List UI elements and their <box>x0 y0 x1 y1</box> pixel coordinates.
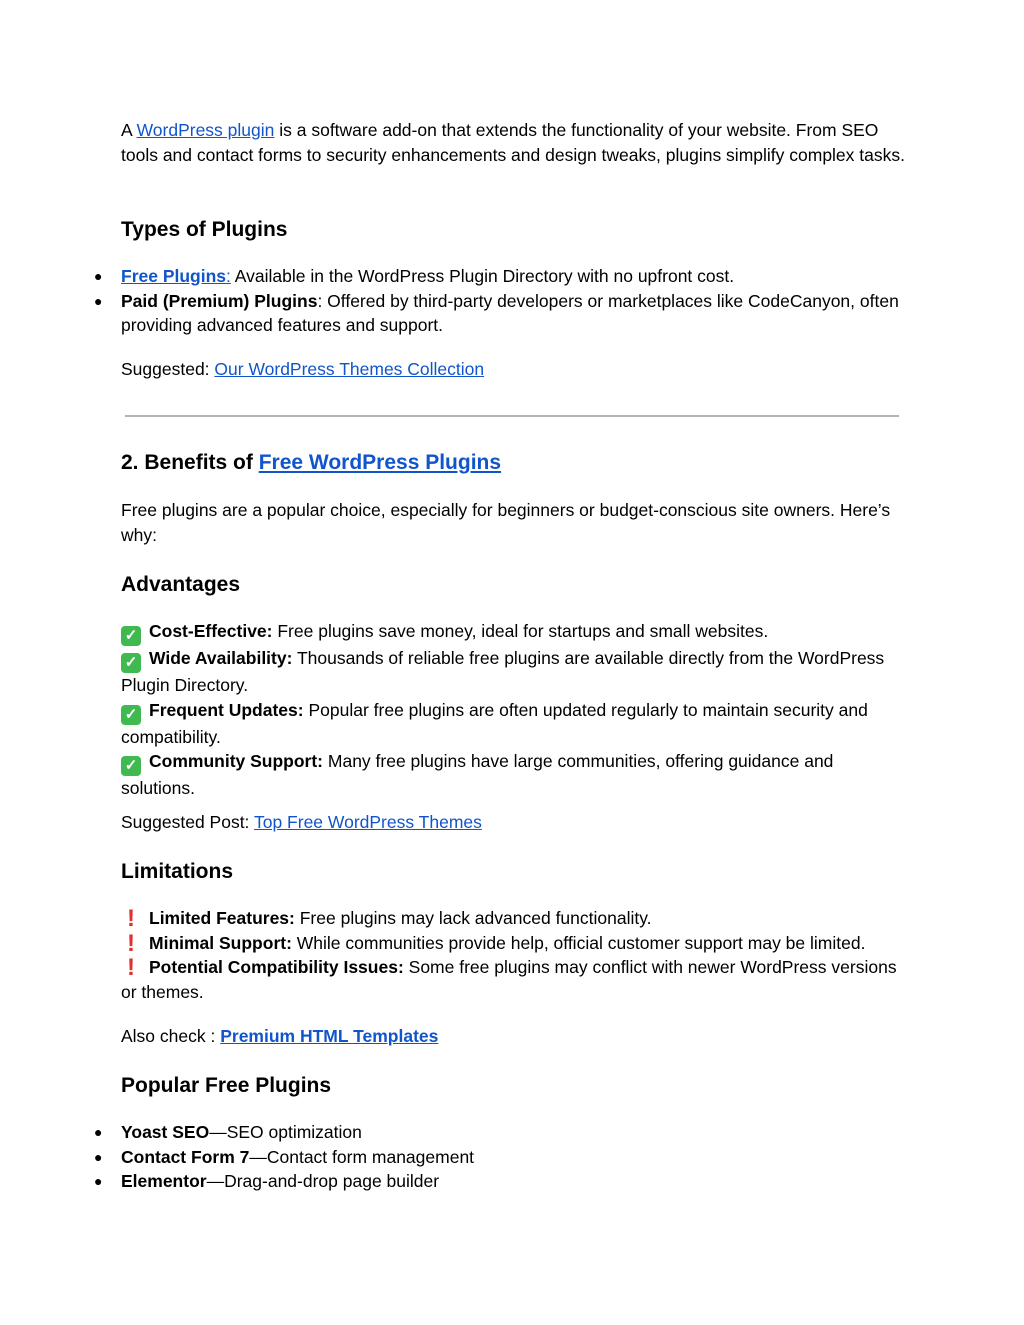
horizontal-rule <box>125 415 899 417</box>
premium-html-templates-link[interactable]: Premium HTML Templates <box>220 1026 439 1046</box>
list-item: ● Yoast SEO—SEO optimization <box>61 1120 911 1145</box>
popular-list-wrap <box>94 1120 911 1194</box>
limitations-section <box>121 858 911 886</box>
list-item: ✓ Frequent Updates: Popular free plugins are often updated regularly to maintain security and compatibility. <box>121 699 868 747</box>
wordpress-themes-collection-link[interactable]: Our WordPress Themes Collection <box>214 359 485 379</box>
wordpress-plugin-link[interactable]: WordPress plugin <box>136 120 275 140</box>
free-plugins-colon-link[interactable]: : <box>226 266 231 286</box>
list-item: ! Potential Compatibility Issues: Some free plugins may conflict with newer WordPress versions or themes. <box>121 954 897 1002</box>
exclamation-icon: ! <box>127 905 135 932</box>
bullet-icon: ● <box>94 1124 103 1140</box>
check-mark-icon: ✓ <box>121 626 141 646</box>
advantages-section <box>121 571 911 599</box>
list-item: ! Minimal Support: While communities provide help, official customer support may be limited. <box>121 931 911 956</box>
check-mark-icon: ✓ <box>121 756 141 776</box>
popular-heading: Popular Free Plugins <box>121 1074 332 1097</box>
list-item: ✓ Community Support: Many free plugins have large communities, offering guidance and solutions. <box>121 751 834 798</box>
list-item: ● Free Plugins: Available in the WordPress Plugin Directory with no upfront cost. <box>61 264 911 289</box>
benefits-heading: 2. Benefits of Free WordPress Plugins <box>121 451 502 474</box>
benefits-intro-paragraph: Free plugins are a popular choice, especially for beginners or budget-conscious site owners. Here’s why: <box>121 500 891 545</box>
advantages-list <box>121 619 911 801</box>
limitations-list <box>121 906 911 1004</box>
list-item: ✓ Wide Availability: Thousands of reliable free plugins are available directly from the WordPress Plugin Directory. <box>121 648 885 695</box>
list-item: ! Limited Features: Free plugins may lack advanced functionality. <box>121 906 911 931</box>
also-check: Also check : Premium HTML Templates <box>121 1026 439 1046</box>
suggested-themes: Suggested: Our WordPress Themes Collection <box>121 359 485 379</box>
list-item: ● Contact Form 7—Contact form management <box>61 1145 911 1170</box>
bullet-icon: ● <box>94 1173 103 1189</box>
advantages-heading: Advantages <box>121 573 241 596</box>
popular-section <box>121 1072 911 1100</box>
bullet-icon: ● <box>94 292 103 309</box>
top-free-themes-link[interactable]: Top Free WordPress Themes <box>253 812 482 832</box>
exclamation-icon: ! <box>127 954 135 981</box>
list-item: ● Elementor—Drag-and-drop page builder <box>61 1169 911 1194</box>
popular-list <box>61 1120 911 1194</box>
free-wordpress-plugins-link[interactable]: Free WordPress Plugins <box>258 451 502 474</box>
types-list <box>61 264 911 338</box>
exclamation-icon: ! <box>127 929 135 957</box>
benefits-section <box>121 449 911 477</box>
intro-paragraph: A WordPress plugin is a software add-on that extends the functionality of your website. From SEO tools and contact forms to security enhancements and design tweaks, plugins simplify complex tasks. <box>121 120 905 165</box>
benefits-intro <box>121 498 911 547</box>
types-section <box>121 216 911 244</box>
free-plugins-link[interactable]: Free Plugins <box>121 266 227 286</box>
limitations-heading: Limitations <box>121 860 234 883</box>
check-mark-icon: ✓ <box>121 705 141 725</box>
list-item: ● Paid (Premium) Plugins: Offered by third-party developers or marketplaces like CodeCanyon, often providing advanced features and support. <box>94 290 899 335</box>
types-list-wrap <box>94 264 911 338</box>
check-mark-icon: ✓ <box>121 653 141 673</box>
bullet-icon: ● <box>94 1148 103 1165</box>
suggested-post: Suggested Post: Top Free WordPress Themes <box>121 812 482 832</box>
intro-section <box>121 118 911 167</box>
types-heading: Types of Plugins <box>121 218 288 241</box>
bullet-icon: ● <box>94 268 103 284</box>
list-item: ✓ Cost-Effective: Free plugins save money, ideal for startups and small websites. <box>121 619 911 646</box>
